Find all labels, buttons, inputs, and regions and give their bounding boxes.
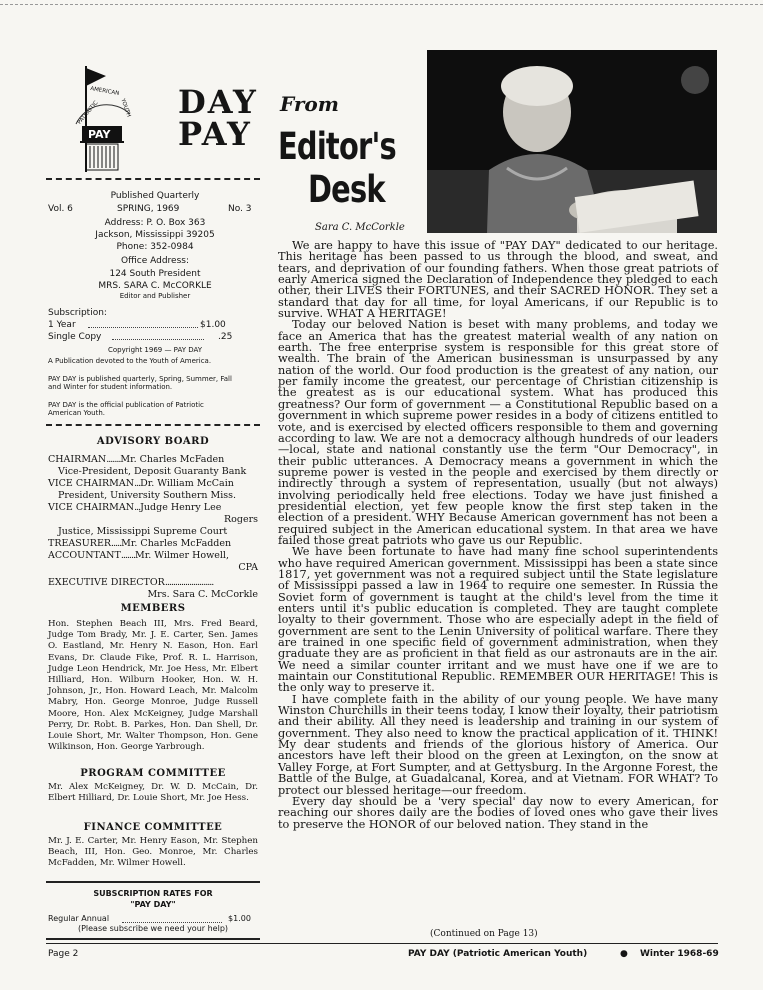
note-official: PAY DAY is the official publication of Patriotic American Youth. bbox=[48, 401, 204, 417]
leader-dots bbox=[88, 327, 198, 328]
advisory-row: Mrs. Sara C. McCorkle bbox=[147, 589, 258, 600]
program-committee-list: Mr. Alex McKeigney, Dr. W. D. McCain, Dr. Elbert Hilliard, Dr. Louie Short, Mr. Joe Hess. bbox=[48, 782, 258, 804]
advisory-row: EXECUTIVE DIRECTOR........................ bbox=[48, 577, 214, 588]
finance-committee-title: FINANCE COMMITTEE bbox=[83, 822, 223, 833]
editorial-article bbox=[278, 240, 718, 830]
svg-text:YOUTH: YOUTH bbox=[119, 98, 132, 118]
subscription-label: Subscription: bbox=[48, 308, 107, 318]
members-list: Hon. Stephen Beach III, Mrs. Fred Beard, Judge Tom Brady, Mr. J. E. Carter, Sen. James O. Eastland, Mr. Henry N. Eason, Hon. Earl Evans, Dr. Claude Fike, Prof. R. L. Harrison, Judge Leon Hendrick, Mr. Joe Hess, Mr. Elbert Hilliard, Hon. Wilburn Hooker, Hon. W. H. Johnson, Jr., Hon. Howard Leach, Mr. Malcolm Mabry, Hon. George Monroe, Judge Russell Moore, Hon. Alex McKeigney, Judge Marshall Perry, Dr. Robt. B. Parkes, Hon. Dan Shell, Dr. Louie Short, Mr. Walter Thompson, Hon. Gene Wilkinson, Hon. George Yarbrough. bbox=[48, 619, 258, 753]
article-paragraph: We are happy to have this issue of "PAY DAY" dedicated to our heritage. This heritage has been passed to us through the blood, and sweat, and tears, and deprivation of our founding fathers. When those great patriots of early America signed the Declaration of Independence they pledged to each other, their LIVES their FORTUNES, and their SACRED HONOR. They set a standard that day for all time, for loyal Americans, if our Republic is to survive. WHAT A HERITAGE! bbox=[278, 239, 718, 321]
advisory-row: President, University Southern Miss. bbox=[58, 490, 237, 501]
editor-photo bbox=[427, 50, 717, 233]
advisory-row: VICE CHAIRMAN...Judge Henry Lee bbox=[48, 502, 222, 513]
city: Jackson, Mississippi 39205 bbox=[95, 230, 215, 240]
finance-committee-list: Mr. J. E. Carter, Mr. Henry Eason, Mr. Stephen Beach, III, Hon. Geo. Monroe, Mr. Charles McFadden, Mr. Wilmer Howell. bbox=[48, 836, 258, 869]
article-paragraph: I have complete faith in the ability of our young people. We have many Winston Churchills in their teens today, I know their loyalty, their patriotism and their ability. All they need is leadership and training in our system of government. They also need to know the practical application of it. THINK! My dear students and friends of the glorious history of America. Our ancestors have left their blood on the green at Lexington, on the snow at Valley Forge, at Fort Sumpter, and at Gettysburg. In the Argonne Forest, the Battle of the Bulge, at Guadalcanal, Korea, and at Vietnam. FOR WHAT? To protect our blessed heritage—our freedom. bbox=[278, 692, 718, 797]
masthead-day: DAY bbox=[178, 83, 258, 121]
advisory-row: Justice, Mississippi Supreme Court bbox=[58, 526, 228, 537]
advisory-row: Vice-President, Deposit Guaranty Bank bbox=[58, 466, 247, 477]
advisory-row: TREASURER.....Mr. Charles McFadden bbox=[48, 538, 232, 549]
footer-rule bbox=[46, 943, 718, 944]
published-quarterly: Published Quarterly bbox=[110, 191, 200, 201]
heading-desk: Desk bbox=[308, 168, 385, 211]
article-paragraph: We have been fortunate to have had many fine school superintendents who have required American government. Mississippi has been a state since 1817, yet government was not a required subject until the State legislature of Mississippi passed a law in 1964 to require one semester. In Russia the Soviet form of government is taught at the child's level from the time it enters until it's public education is completed. They are taught complete loyalty to their government. Those who are especially adept in the field of government are sent to the Lenin University of political warfare. There they are trained in one specific field of government administration, when they graduate they are as proficient in that field as our astronauts are in the air. We need a similar counter irritant and we must have one if we are to maintain our Constitutional Republic. REMEMBER OUR HERITAGE! This is the only way to preserve it. bbox=[278, 545, 718, 695]
regular-annual-label: Regular Annual bbox=[48, 914, 110, 923]
divider bbox=[46, 938, 260, 940]
members-title: MEMBERS bbox=[120, 603, 186, 614]
rates-title-payday: "PAY DAY" bbox=[130, 900, 176, 909]
photo-caption: Sara C. McCorkle bbox=[315, 222, 405, 233]
note-quarterly: PAY DAY is published quarterly, Spring, Summer, Fall and Winter for student information. bbox=[48, 375, 232, 391]
masthead-title bbox=[178, 83, 258, 153]
divider bbox=[46, 881, 260, 883]
note-publication: A Publication devoted to the Youth of America. bbox=[48, 357, 212, 365]
top-rule bbox=[0, 4, 763, 5]
article-paragraph: Today our beloved Nation is beset with many problems, and today we face an America that has the greatest material wealth of any nation on earth. The free enterprise system is responsible for this great store of wealth. The brain of the American businessman is unsurpassed by any nation of the world. Our food production is the greatest of any nation, our per family income the greatest, our percentage of Christian citizenship is the greatest as is our educational system. What has produced this greatness? Our form of government — a Constitutional Republic based on a government in which supreme power resides in a body of citizens entitled to vote, and is exercised by elected officers responsible to them and governing according to law. We are not a democracy although hundreds of our leaders—local, state and national constantly use the term "Our Democracy", in their public utterances. A Democracy means a government in which the supreme power is vested in the people and exercised by them directly or indirectly through a system of representation, usually (but not always) involving periodically held free elections. Today we have just finished a presidential election, yet few people know the first step taken in the election of a president. WHY Because American government has not been a required subject in the American educational system. In that area we have failed those great patriots who gave us our Republic. bbox=[278, 318, 718, 547]
leader-dots bbox=[122, 922, 222, 923]
volume: Vol. 6 bbox=[48, 204, 73, 214]
year-label: 1 Year bbox=[48, 320, 76, 330]
advisory-board-list bbox=[48, 454, 258, 601]
copyright: Copyright 1969 — PAY DAY bbox=[107, 346, 202, 354]
advisory-row: CHAIRMAN.......Mr. Charles McFaden bbox=[48, 454, 225, 465]
article-paragraph: Every day should be a 'very special' day now to every American, for reaching our shores daily are the bodies of loved ones who gave their lives to preserve the HONOR of our beloved nation. They stand in the bbox=[278, 794, 718, 831]
regular-annual-price: $1.00 bbox=[228, 914, 251, 923]
leader-dots bbox=[112, 339, 204, 340]
footer-publication: PAY DAY (Patriotic American Youth) bbox=[408, 949, 588, 959]
mailing-address: Address: P. O. Box 363 bbox=[104, 218, 206, 228]
pay-flag-logo bbox=[72, 62, 134, 174]
advisory-row: VICE CHAIRMAN...Dr. William McCain bbox=[48, 478, 234, 489]
advisory-row: ACCOUNTANT.......Mr. Wilmer Howell, bbox=[48, 550, 229, 561]
divider bbox=[46, 424, 260, 426]
rates-note: (Please subscribe we need your help) bbox=[77, 924, 229, 933]
season: SPRING, 1969 bbox=[117, 204, 180, 214]
advisory-board-title: ADVISORY BOARD bbox=[96, 436, 210, 447]
svg-text:PAY: PAY bbox=[88, 128, 111, 141]
advisory-row: Rogers bbox=[224, 514, 258, 525]
heading-from: From bbox=[280, 92, 339, 116]
street: 124 South President bbox=[109, 269, 201, 279]
continued-note: (Continued on Page 13) bbox=[430, 929, 538, 939]
heading-editors: Editor's bbox=[278, 125, 396, 168]
divider bbox=[46, 178, 260, 180]
rates-title: SUBSCRIPTION RATES FOR bbox=[93, 889, 213, 898]
program-committee-title: PROGRAM COMMITTEE bbox=[80, 768, 226, 779]
footer-issue: Winter 1968-69 bbox=[640, 949, 719, 959]
svg-text:AMERICAN: AMERICAN bbox=[89, 85, 120, 97]
office-label: Office Address: bbox=[120, 256, 189, 266]
single-copy-price: .25 bbox=[218, 332, 233, 342]
advisory-row: CPA bbox=[238, 562, 258, 573]
svg-text:PATRIOTIC: PATRIOTIC bbox=[76, 100, 100, 126]
editor-name: MRS. SARA C. McCORKLE bbox=[98, 281, 212, 291]
single-copy-label: Single Copy bbox=[48, 332, 102, 342]
year-price: $1.00 bbox=[200, 320, 226, 330]
page-number: Page 2 bbox=[48, 949, 79, 959]
footer-bullet: ● bbox=[620, 949, 628, 959]
masthead-pay: PAY bbox=[178, 115, 252, 153]
phone: Phone: 352-0984 bbox=[116, 242, 194, 252]
issue-number: No. 3 bbox=[228, 204, 252, 214]
editor-title: Editor and Publisher bbox=[119, 292, 191, 300]
